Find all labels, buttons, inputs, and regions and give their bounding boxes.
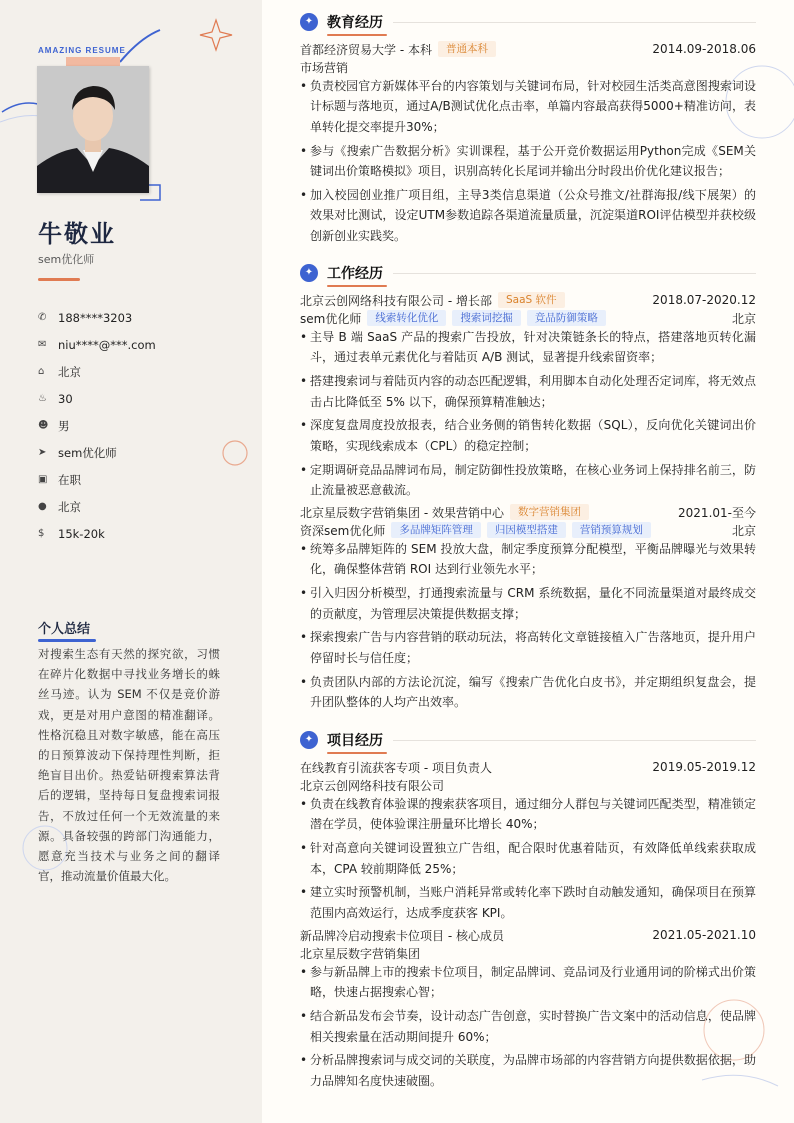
school-name: 首都经济贸易大学 - 本科 — [300, 42, 432, 57]
list-item: • 参与《搜索广告数据分析》实训课程，基于公开竞价数据运用Python完成《SEM关键词出价策略模拟》项目，识别高转化长尾词并输出分时段出价优化建议报告； — [300, 141, 756, 182]
list-item: • 定期调研竞品品牌词布局，制定防御性投放策略，在核心业务词上保持排名前三，防止流量被恶意截流。 — [300, 460, 756, 501]
location-pin-icon: ● — [38, 501, 47, 512]
position: sem优化师 — [300, 311, 362, 326]
skill-tag: 线索转化优化 — [367, 310, 446, 326]
section-divider — [393, 273, 756, 274]
job-city: 北京 — [731, 523, 756, 538]
contact-text: 在职 — [58, 472, 81, 487]
work-header — [300, 263, 756, 283]
list-item: • 统筹多品牌矩阵的 SEM 投放大盘，制定季度预算分配模型，平衡品牌曝光与效果转化，确保整体营销 ROI 达到行业领先水平； — [300, 539, 756, 580]
list-item: • 负责校园官方新媒体平台的内容策划与关键词布局，针对校园生活类高意图搜索词设计标题与落地页，通过A/B测试优化点击率，单篇内容最高获得5000+精准访问，表单转化提交率提升30%； — [300, 76, 756, 137]
section-divider — [393, 22, 756, 23]
list-item: • 探索搜索广告与内容营销的联动玩法，将高转化文章链接植入广告落地页，提升用户停留时长与信任度； — [300, 627, 756, 668]
contact-text: 15k-20k — [58, 526, 105, 541]
job-date: 2021.01-至今 — [678, 505, 756, 520]
position-row — [300, 521, 756, 539]
list-item: • 深度复盘周度投放报表，结合业务侧的销售转化数据（SQL），反向优化关键词出价策略，实现线索成本（CPL）的稳定控制； — [300, 415, 756, 456]
industry-tag: 数字营销集团 — [510, 504, 589, 520]
gender-icon: ☻ — [38, 420, 49, 431]
person-role: sem优化师 — [38, 253, 95, 266]
contact-text: 188****3203 — [58, 310, 133, 325]
projects-title: 项目经历 — [327, 730, 383, 750]
contact-list — [38, 304, 238, 547]
contact-text: 北京 — [58, 499, 81, 514]
project-company-row — [300, 944, 756, 962]
job-row — [300, 291, 756, 309]
skill-tag: 归因模型搭建 — [487, 522, 566, 538]
sidebar — [0, 0, 262, 1123]
project-company: 北京星辰数字营销集团 — [300, 946, 421, 961]
contact-text: sem优化师 — [58, 445, 117, 460]
list-item: • 负责在线教育体验课的搜索获客项目，通过细分人群包与关键词匹配类型，精准锁定潜在学员，使体验课注册量环比增长 40%； — [300, 794, 756, 835]
summary-text: 对搜索生态有天然的探究欲，习惯在碎片化数据中寻找业务增长的蛛丝马迹。认为 SEM 不仅是竞价游戏，更是对用户意图的精准翻译。性格沉稳且对数字敏感，能在高压的日预算波动下保持理性判断，拒绝盲目出价。热爱钻研搜索算法背后的逻辑，坚持每日复盘搜索词报告，不放过任何一个无效流量的来源。具备较强的跨部门沟通能力，愿意充当技术与业务之间的翻译官，推动流量价值最大化。 — [38, 647, 220, 884]
list-item: • 加入校园创业推广项目组，主导3类信息渠道（公众号推文/社群海报/线下展架）的效果对比测试，设定UTM参数追踪各渠道流量质量，沉淀渠道ROI评估模型并获校级创新创业实践奖。 — [300, 185, 756, 246]
education-row — [300, 40, 756, 58]
contact-status — [38, 466, 238, 493]
mail-icon: ✉ — [38, 339, 47, 350]
list-item: • 搭建搜索词与着陆页内容的动态匹配逻辑，利用脚本自动化处理否定词库，将无效点击占比降低至 5% 以下，确保预算精准触达； — [300, 371, 756, 412]
project-company: 北京云创网络科技有限公司 — [300, 778, 445, 793]
contact-email — [38, 331, 238, 358]
contact-location — [38, 493, 238, 520]
list-item: • 针对高意向关键词设置独立广告组，配合限时优惠着陆页，有效降低单线索获取成本，CPA 较前期降低 25%； — [300, 838, 756, 879]
projects-header — [300, 730, 756, 750]
section-badge-icon: ✦ — [300, 264, 318, 282]
education-title: 教育经历 — [327, 12, 383, 32]
contact-text: 30 — [58, 391, 73, 406]
project-name: 新品牌冷启动搜索卡位项目 - 核心成员 — [300, 928, 504, 943]
contact-text: 男 — [58, 418, 70, 433]
education-date: 2014.09-2018.06 — [652, 42, 756, 56]
company-name: 北京星辰数字营销集团 - 效果营销中心 — [300, 505, 504, 520]
project-bullets — [300, 962, 756, 1095]
briefcase-icon: ▣ — [38, 474, 48, 485]
project-name: 在线教育引流获客专项 - 项目负责人 — [300, 760, 492, 775]
cake-icon: ♨ — [38, 393, 47, 404]
project-date: 2021.05-2021.10 — [652, 928, 756, 942]
project-row — [300, 926, 756, 944]
section-badge-icon: ✦ — [300, 13, 318, 31]
home-icon: ⌂ — [38, 366, 45, 377]
list-item: • 建立实时预警机制，当账户消耗异常或转化率下跌时自动触发通知，确保项目在预算范围内高效运行，达成季度获客 KPI。 — [300, 882, 756, 923]
job-bullets — [300, 539, 756, 716]
salary-icon: $ — [38, 528, 45, 539]
phone-icon: ✆ — [38, 312, 47, 323]
section-badge-icon: ✦ — [300, 731, 318, 749]
skill-tag: 营销预算规划 — [572, 522, 651, 538]
list-item: • 结合新品发布会节奏，设计动态广告创意，实时替换广告文案中的活动信息，使品牌相关搜索量在活动期间提升 60%； — [300, 1006, 756, 1047]
contact-age — [38, 385, 238, 412]
degree-tag: 普通本科 — [438, 41, 496, 57]
major-row — [300, 58, 756, 76]
job-city: 北京 — [731, 311, 756, 326]
contact-gender — [38, 412, 238, 439]
project-date: 2019.05-2019.12 — [652, 760, 756, 774]
position: 资深sem优化师 — [300, 523, 386, 538]
avatar-photo — [37, 66, 149, 193]
major: 市场营销 — [300, 60, 349, 75]
contact-text: niu****@***.com — [58, 337, 156, 352]
education-header — [300, 12, 756, 32]
send-icon: ➤ — [38, 447, 47, 458]
skill-tag: 多品牌矩阵管理 — [391, 522, 481, 538]
position-row — [300, 309, 756, 327]
job-row — [300, 503, 756, 521]
person-name: 牛敬业 — [38, 220, 116, 248]
skill-tag: 竞品防御策略 — [527, 310, 606, 326]
contact-text: 北京 — [58, 364, 81, 379]
list-item: • 主导 B 端 SaaS 产品的搜索广告投放，针对决策链条长的特点，搭建落地页转化漏斗，通过表单元素优化与着陆页 A/B 测试，显著提升线索留资率； — [300, 327, 756, 368]
list-item: • 负责团队内部的方法论沉淀，编写《搜索广告优化白皮书》，并定期组织复盘会，提升团队整体的人均产出效率。 — [300, 672, 756, 713]
industry-tag: SaaS 软件 — [498, 292, 565, 308]
list-item: • 引入归因分析模型，打通搜索流量与 CRM 系统数据，量化不同流量渠道对最终成交的贡献度，为管理层决策提供数据支撑； — [300, 583, 756, 624]
section-divider — [393, 740, 756, 741]
job-bullets — [300, 327, 756, 504]
contact-salary — [38, 520, 238, 547]
project-bullets — [300, 794, 756, 927]
list-item: • 分析品牌搜索词与成交词的关联度，为品牌市场部的内容营销方向提供数据依据，助力品牌知名度快速破圈。 — [300, 1050, 756, 1091]
education-bullets — [300, 76, 756, 249]
project-row — [300, 758, 756, 776]
company-name: 北京云创网络科技有限公司 - 增长部 — [300, 293, 492, 308]
contact-target-job — [38, 439, 238, 466]
list-item: • 参与新品牌上市的搜索卡位项目，制定品牌词、竞品词及行业通用词的阶梯式出价策略，快速占据搜索心智； — [300, 962, 756, 1003]
amazing-resume-label: AMAZING RESUME — [38, 46, 126, 55]
contact-hometown — [38, 358, 238, 385]
contact-phone — [38, 304, 238, 331]
work-title: 工作经历 — [327, 263, 383, 283]
skill-tag: 搜索词挖掘 — [452, 310, 521, 326]
name-underline — [38, 278, 80, 281]
job-date: 2018.07-2020.12 — [652, 293, 756, 307]
summary-title: 个人总结 — [38, 618, 96, 642]
project-company-row — [300, 776, 756, 794]
